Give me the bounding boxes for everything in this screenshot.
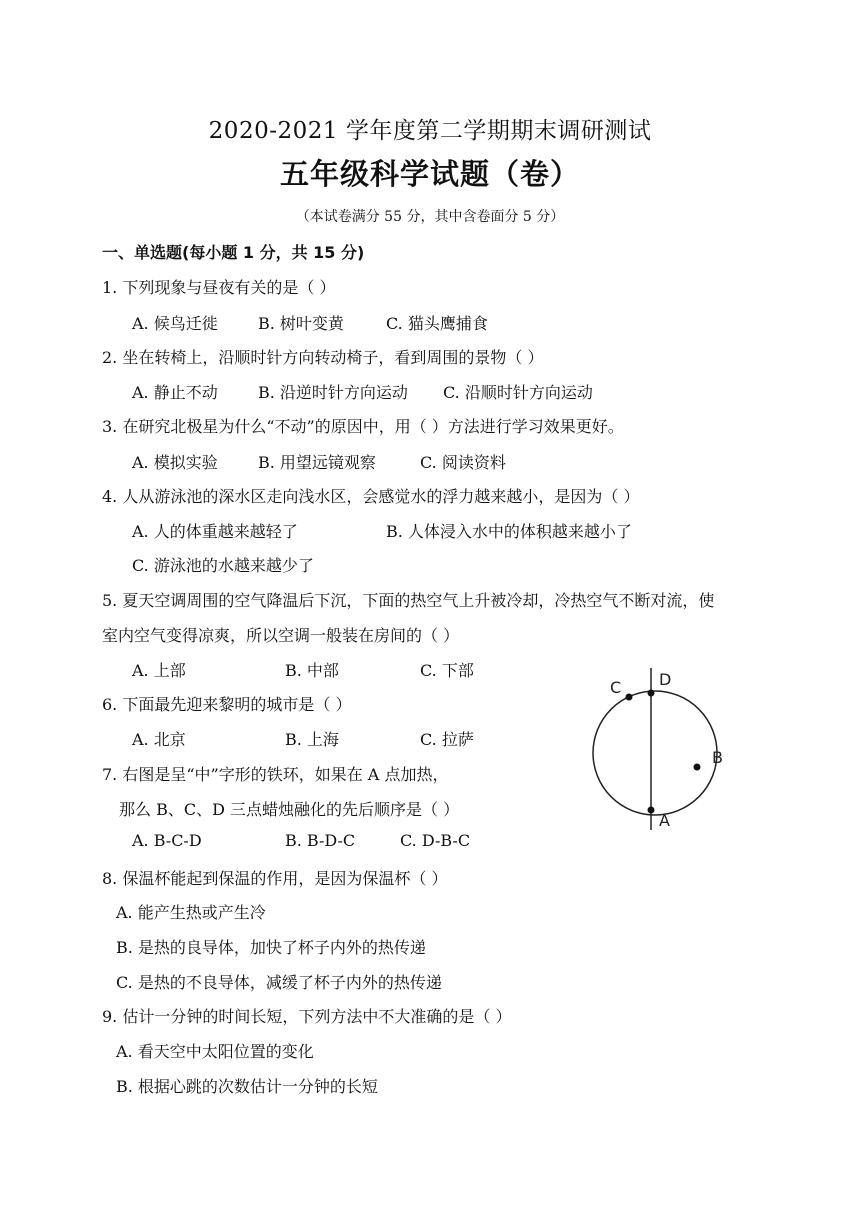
point-b-label: B (712, 748, 723, 767)
question-4-option-a: A. 人的体重越来越轻了 (132, 522, 298, 541)
question-6-option-a: A. 北京 (132, 730, 186, 749)
question-9-option-b: B. 根据心跳的次数估计一分钟的长短 (116, 1077, 378, 1096)
question-8-option-b: B. 是热的良导体，加快了杯子内外的热传递 (116, 938, 426, 957)
question-3-stem: 3. 在研究北极星为什么“不动”的原因中，用（ ）方法进行学习效果更好。 (102, 417, 624, 436)
question-1-option-b: B. 树叶变黄 (258, 314, 344, 333)
point-c-dot (626, 694, 633, 701)
point-a-dot (648, 807, 655, 814)
point-d-dot (648, 690, 655, 697)
question-1-option-c: C. 猫头鹰捕食 (386, 314, 488, 333)
point-b-dot (694, 764, 701, 771)
point-c-label: C (610, 678, 622, 697)
question-2-option-b: B. 沿逆时针方向运动 (258, 383, 408, 402)
point-d-label: D (659, 670, 672, 689)
question-9-stem: 9. 估计一分钟的时间长短，下列方法中不大准确的是（ ） (102, 1007, 512, 1026)
question-7-option-a: A. B-C-D (132, 831, 202, 850)
question-5-stem-line2: 室内空气变得凉爽，所以空调一般装在房间的（ ） (102, 626, 460, 645)
question-6-option-c: C. 拉萨 (420, 730, 474, 749)
iron-ring-circle (593, 691, 717, 815)
exam-title-line1: 2020-2021 学年度第二学期期末调研测试 (208, 118, 652, 144)
question-5-option-a: A. 上部 (132, 661, 186, 680)
exam-title-line2: 五年级科学试题（卷） (279, 157, 580, 191)
question-7-option-c: C. D-B-C (400, 831, 471, 850)
question-9-option-a: A. 看天空中太阳位置的变化 (116, 1042, 314, 1061)
iron-ring-figure (585, 660, 735, 840)
section-heading: 一、单选题(每小题 1 分，共 15 分) (102, 243, 365, 262)
question-3-option-a: A. 模拟实验 (132, 453, 218, 472)
question-7-stem-line1: 7. 右图是呈“中”字形的铁环，如果在 A 点加热， (102, 765, 449, 784)
question-2-option-a: A. 静止不动 (132, 383, 218, 402)
question-7-stem-line2: 那么 B、C、D 三点蜡烛融化的先后顺序是（ ） (119, 800, 460, 819)
question-7-option-b: B. B-D-C (285, 831, 356, 850)
question-1-option-a: A. 候鸟迁徙 (132, 314, 218, 333)
question-6-option-b: B. 上海 (285, 730, 339, 749)
question-3-option-b: B. 用望远镜观察 (258, 453, 376, 472)
question-5-stem-line1: 5. 夏天空调周围的空气降温后下沉，下面的热空气上升被冷却，冷热空气不断对流，使 (102, 591, 715, 610)
question-8-option-a: A. 能产生热或产生冷 (116, 903, 266, 922)
question-2-stem: 2. 坐在转椅上，沿顺时针方向转动椅子，看到周围的景物（ ） (102, 348, 544, 367)
question-4-stem: 4. 人从游泳池的深水区走向浅水区，会感觉水的浮力越来越小，是因为（ ） (102, 487, 640, 506)
question-3-option-c: C. 阅读资料 (420, 453, 506, 472)
exam-subtitle: （本试卷满分 55 分，其中含卷面分 5 分） (295, 209, 565, 225)
question-1-stem: 1. 下列现象与昼夜有关的是（ ） (102, 278, 336, 297)
question-5-option-b: B. 中部 (285, 661, 339, 680)
question-6-stem: 6. 下面最先迎来黎明的城市是（ ） (102, 695, 352, 714)
question-8-option-c: C. 是热的不良导体，减缓了杯子内外的热传递 (116, 973, 442, 992)
point-a-label: A (659, 811, 670, 830)
question-2-option-c: C. 沿顺时针方向运动 (443, 383, 593, 402)
question-4-option-b: B. 人体浸入水中的体积越来越小了 (386, 522, 632, 541)
question-8-stem: 8. 保温杯能起到保温的作用，是因为保温杯（ ） (102, 869, 448, 888)
question-5-option-c: C. 下部 (420, 661, 474, 680)
question-4-option-c: C. 游泳池的水越来越少了 (132, 556, 314, 575)
